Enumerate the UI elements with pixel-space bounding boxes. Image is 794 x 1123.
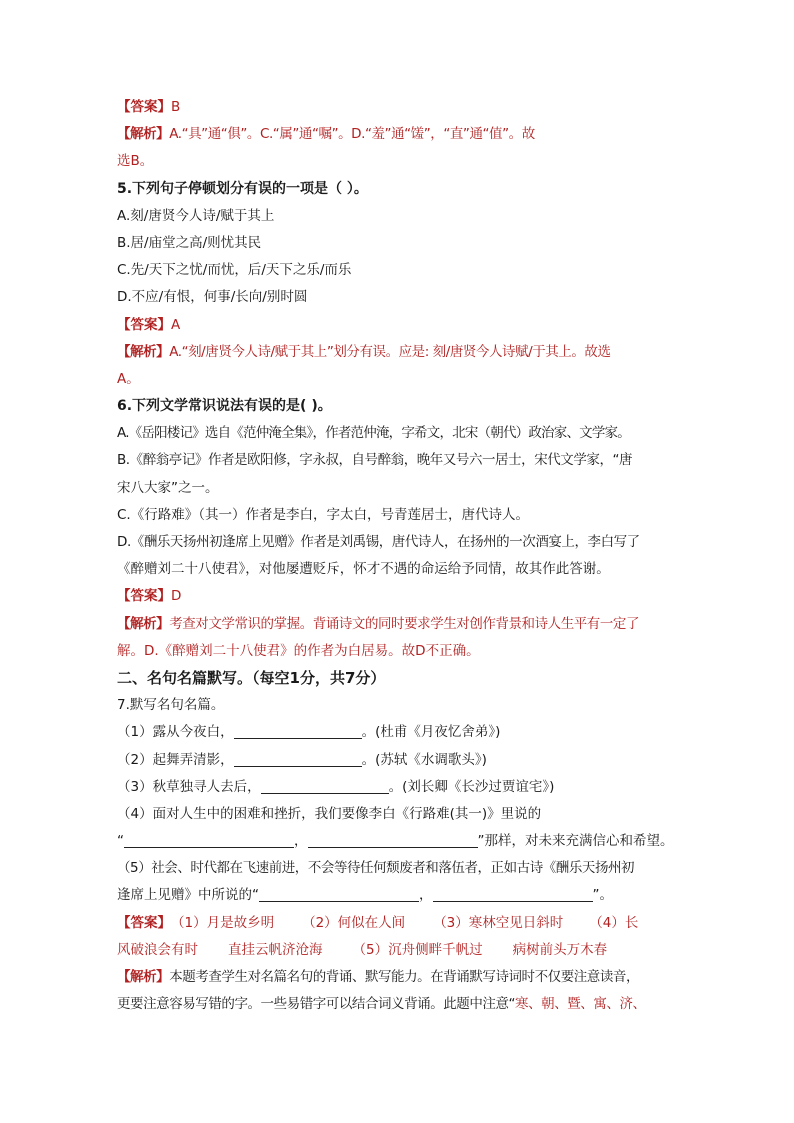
- q7-item1-prefix: （1）露从今夜白，: [117, 724, 234, 741]
- q7-item3: [117, 774, 682, 801]
- q5-analysis-text1: A.“刻/唐贤今人诗/赋于其上”划分有误。应是: 刻/唐贤今人诗赋/于其上。故选: [169, 343, 611, 360]
- q5-question: 5.下列句子停顿划分有误的一项是（ ）。: [117, 180, 368, 197]
- q7-answer-1: （1）月是故乡明: [171, 914, 275, 931]
- q4-analysis-line2: 选B。: [117, 153, 154, 170]
- q6-option-c: C.《行路难》（其一）作者是李白，字太白，号青莲居士，唐代诗人。: [117, 506, 529, 523]
- q7-item5-line2: [117, 882, 682, 909]
- answer-tag: 【答案】: [117, 99, 171, 115]
- q5-analysis-line2: A。: [117, 370, 140, 387]
- q6-question: 6.下列文学常识说法有误的是( )。: [117, 398, 332, 415]
- document-content: [117, 94, 682, 1018]
- q6-answer: D: [171, 588, 182, 605]
- fill-blank[interactable]: [308, 832, 478, 848]
- q5-answer-line: [117, 312, 682, 339]
- fill-blank[interactable]: [433, 886, 593, 902]
- q4-answer: B: [171, 99, 181, 115]
- q7-item1-suffix: 。(杜甫《月夜忆舍弟》): [361, 724, 501, 741]
- fill-blank[interactable]: [234, 723, 362, 739]
- q4-analysis-text1: A.“具”通“俱”。C.“属”通“嘱”。D.“羞”通“馐”，“直”通“值”。故: [169, 126, 535, 143]
- q5-analysis-line1: [117, 339, 682, 366]
- q7-item3-suffix: 。(刘长卿《长沙过贾谊宅》): [388, 778, 555, 795]
- q7-item1: [117, 719, 682, 746]
- q7-item2: [117, 747, 682, 774]
- q6-option-a: A.《岳阳楼记》选自《范仲淹全集》，作者范仲淹，字希文，北宋（朝代）政治家、文学家。: [117, 425, 630, 442]
- section-title: 二、名句名篇默写。（每空1分，共7分）: [117, 668, 386, 687]
- q4-answer-line: [117, 94, 682, 121]
- answer-tag: 【答案】: [117, 316, 171, 333]
- q5-answer: A: [171, 316, 181, 333]
- analysis-tag: 【解析】: [117, 343, 170, 360]
- q7-item5-comma: ，: [419, 887, 433, 904]
- q7-item2-prefix: （2）起舞弄清影，: [117, 751, 234, 768]
- q7-item4-open: “: [117, 833, 124, 850]
- analysis-tag: 【解析】: [117, 969, 170, 985]
- analysis-tag: 【解析】: [117, 615, 170, 632]
- q7-answer-2: （2）何似在人间: [302, 914, 406, 931]
- fill-blank[interactable]: [259, 886, 419, 902]
- q7-analysis-text2b: 寒、朝、暨、寓、济、: [515, 996, 646, 1013]
- q7-item4-line1: （4）面对人生中的困难和挫折，我们要像李白《行路难(其一)》里说的: [117, 805, 542, 822]
- q7-answer-4-start: （4）长: [589, 914, 639, 931]
- answer-tag: 【答案】: [117, 588, 171, 605]
- q7-answer-5b: 病树前头万木春: [512, 941, 608, 958]
- q7-answer-5: （5）沉舟侧畔千帆过: [352, 941, 483, 958]
- q7-item5-suffix: ”。: [592, 887, 613, 904]
- fill-blank[interactable]: [234, 751, 362, 767]
- q7-analysis-line1: [117, 964, 682, 991]
- q7-question: 7.默写名句名篇。: [117, 697, 225, 714]
- q7-item4-comma: ，: [294, 833, 308, 850]
- q7-item4-suffix: ”那样，对未来充满信心和希望。: [477, 833, 674, 850]
- q7-answer-3: （3）寒林空见日斜时: [433, 914, 564, 931]
- q7-analysis-line2: [117, 991, 682, 1018]
- q7-answer-4b: 直挂云帆济沧海: [228, 941, 323, 958]
- q6-analysis-line2: 解。D.《醉赠刘二十八使君》的作者为白居易。故D不正确。: [117, 642, 480, 659]
- fill-blank[interactable]: [261, 778, 389, 794]
- q6-answer-line: [117, 583, 682, 610]
- q7-item4-line2: [117, 828, 682, 855]
- q6-option-d-line2: 《醉赠刘二十八使君》，对他屡遭贬斥，怀才不遇的命运给予同情，故其作此答谢。: [117, 561, 610, 578]
- q7-item5-prefix: 逢席上见赠》中所说的“: [117, 887, 259, 904]
- q6-analysis-line1: [117, 611, 682, 638]
- q7-answer-line2: [117, 937, 682, 964]
- q4-analysis-line1: [117, 121, 682, 148]
- q6-option-d-line1: D.《酬乐天扬州初逢席上见赠》作者是刘禹锡，唐代诗人，在扬州的一次酒宴上，李白写了: [117, 534, 640, 550]
- q7-analysis-text2a: 更要注意容易写错的字。一些易错字可以结合词义背诵。此题中注意“: [117, 996, 516, 1013]
- q7-item2-suffix: 。(苏轼《水调歌头》): [361, 751, 487, 768]
- q7-answer-line1: [117, 910, 682, 937]
- q6-analysis-text1: 考查对文学常识的掌握。背诵诗文的同时要求学生对创作背景和诗人生平有一定了: [169, 615, 640, 632]
- q7-analysis-text1: 本题考查学生对名篇名句的背诵、默写能力。在背诵默写诗词时不仅要注意读音，: [169, 969, 640, 985]
- fill-blank[interactable]: [124, 832, 294, 848]
- answer-tag: 【答案】: [117, 914, 171, 931]
- q6-option-b-line2: 宋八大家”之一。: [117, 479, 219, 496]
- q5-option-a: A.刻/唐贤今人诗/赋于其上: [117, 207, 275, 224]
- q6-option-b-line1: B.《醉翁亭记》作者是欧阳修，字永叔，自号醉翁，晚年又号六一居士，宋代文学家，“唐: [117, 452, 633, 469]
- q5-option-d: D.不应/有恨，何事/长向/别时圆: [117, 289, 308, 306]
- analysis-tag: 【解析】: [117, 126, 170, 143]
- q5-option-c: C.先/天下之忧/而忧，后/天下之乐/而乐: [117, 262, 352, 279]
- q5-option-b: B.居/庙堂之高/则忧其民: [117, 234, 262, 251]
- q7-item3-prefix: （3）秋草独寻人去后，: [117, 778, 261, 795]
- q7-item5-line1: （5）社会、时代都在飞速前进，不会等待任何颓废者和落伍者，正如古诗《酬乐天扬州初: [117, 860, 635, 877]
- q7-answer-4-end: 风破浪会有时: [117, 941, 198, 958]
